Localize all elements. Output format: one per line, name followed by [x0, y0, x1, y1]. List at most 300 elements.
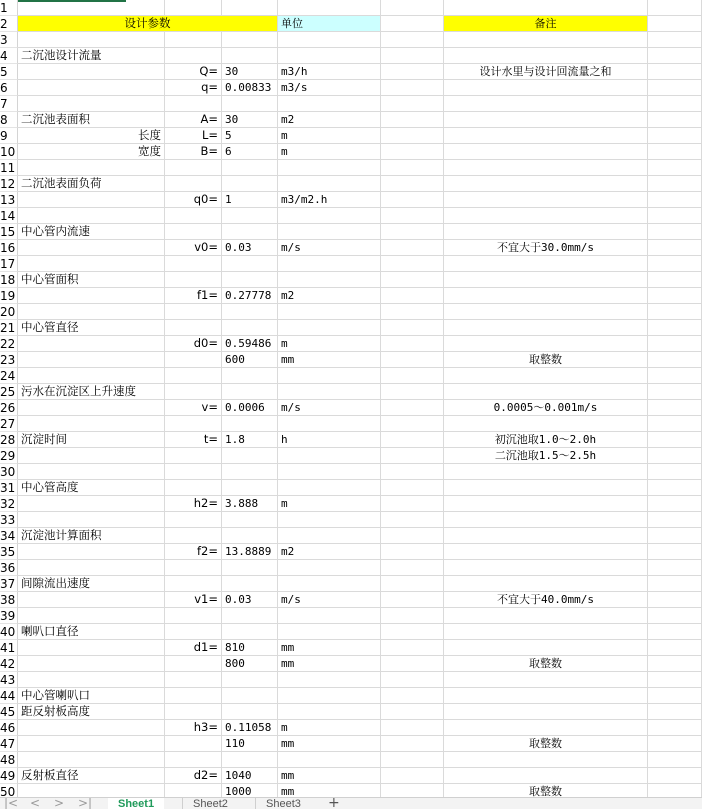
param-name-cell[interactable]: 中心管喇叭口 — [18, 688, 165, 704]
table-cell[interactable] — [648, 48, 702, 64]
table-cell[interactable] — [381, 192, 444, 208]
symbol-cell[interactable] — [165, 688, 222, 704]
remark-cell[interactable] — [444, 688, 648, 704]
table-cell[interactable] — [381, 208, 444, 224]
remark-cell[interactable] — [444, 704, 648, 720]
row-header[interactable]: 37 — [0, 576, 18, 592]
param-name-cell[interactable]: 反射板直径 — [18, 768, 165, 784]
table-cell[interactable] — [648, 496, 702, 512]
param-name-cell[interactable]: 二沉池设计流量 — [18, 48, 165, 64]
value-cell[interactable] — [222, 224, 278, 240]
table-cell[interactable] — [381, 240, 444, 256]
symbol-cell[interactable] — [165, 752, 222, 768]
param-name-cell[interactable] — [18, 672, 165, 688]
table-cell[interactable] — [381, 624, 444, 640]
symbol-cell[interactable] — [165, 304, 222, 320]
table-cell[interactable] — [648, 688, 702, 704]
remark-cell[interactable] — [444, 80, 648, 96]
table-cell[interactable] — [648, 288, 702, 304]
table-cell[interactable] — [648, 464, 702, 480]
unit-cell[interactable] — [278, 160, 381, 176]
table-cell[interactable] — [648, 0, 702, 16]
remark-cell[interactable]: 取整数 — [444, 784, 648, 797]
row-header[interactable]: 18 — [0, 272, 18, 288]
value-cell[interactable] — [222, 96, 278, 112]
remark-cell[interactable] — [444, 144, 648, 160]
table-cell[interactable] — [381, 272, 444, 288]
table-cell[interactable] — [648, 224, 702, 240]
row-header[interactable]: 33 — [0, 512, 18, 528]
row-header[interactable]: 7 — [0, 96, 18, 112]
value-cell[interactable]: 30 — [222, 112, 278, 128]
remark-cell[interactable] — [444, 224, 648, 240]
param-name-cell[interactable] — [18, 656, 165, 672]
table-cell[interactable] — [648, 544, 702, 560]
add-sheet-icon[interactable]: + — [328, 797, 340, 809]
param-name-cell[interactable] — [18, 400, 165, 416]
row-header[interactable]: 48 — [0, 752, 18, 768]
param-name-cell[interactable] — [18, 208, 165, 224]
remark-cell[interactable] — [444, 256, 648, 272]
unit-cell[interactable]: mm — [278, 768, 381, 784]
symbol-cell[interactable] — [165, 384, 222, 400]
param-name-cell[interactable] — [18, 720, 165, 736]
table-cell[interactable] — [648, 176, 702, 192]
table-cell[interactable] — [381, 464, 444, 480]
row-header[interactable]: 25 — [0, 384, 18, 400]
symbol-cell[interactable]: q0= — [165, 192, 222, 208]
table-cell[interactable] — [648, 32, 702, 48]
symbol-cell[interactable] — [165, 48, 222, 64]
table-cell[interactable] — [381, 704, 444, 720]
value-cell[interactable] — [222, 560, 278, 576]
unit-cell[interactable] — [278, 576, 381, 592]
table-cell[interactable] — [648, 720, 702, 736]
param-name-cell[interactable] — [18, 544, 165, 560]
unit-cell[interactable] — [278, 96, 381, 112]
header-cell-unit[interactable]: 单位 — [278, 16, 381, 32]
param-name-cell[interactable] — [18, 784, 165, 797]
symbol-cell[interactable]: v= — [165, 400, 222, 416]
remark-cell[interactable] — [444, 672, 648, 688]
table-cell[interactable] — [648, 640, 702, 656]
param-name-cell[interactable] — [18, 608, 165, 624]
symbol-cell[interactable] — [165, 480, 222, 496]
remark-cell[interactable] — [444, 608, 648, 624]
table-cell[interactable] — [648, 512, 702, 528]
value-cell[interactable] — [222, 672, 278, 688]
symbol-cell[interactable]: Q= — [165, 64, 222, 80]
table-cell[interactable] — [381, 304, 444, 320]
unit-cell[interactable]: m2 — [278, 544, 381, 560]
table-cell[interactable] — [648, 656, 702, 672]
unit-cell[interactable] — [278, 480, 381, 496]
unit-cell[interactable] — [278, 304, 381, 320]
value-cell[interactable] — [222, 304, 278, 320]
value-cell[interactable] — [222, 480, 278, 496]
row-header[interactable]: 13 — [0, 192, 18, 208]
table-cell[interactable] — [648, 336, 702, 352]
row-header[interactable]: 3 — [0, 32, 18, 48]
row-header[interactable]: 28 — [0, 432, 18, 448]
table-cell[interactable] — [381, 672, 444, 688]
value-cell[interactable]: 0.27778 — [222, 288, 278, 304]
table-cell[interactable] — [648, 528, 702, 544]
unit-cell[interactable] — [278, 208, 381, 224]
remark-cell[interactable] — [444, 768, 648, 784]
value-cell[interactable] — [222, 448, 278, 464]
symbol-cell[interactable] — [165, 96, 222, 112]
table-cell[interactable] — [648, 160, 702, 176]
unit-cell[interactable] — [278, 464, 381, 480]
remark-cell[interactable] — [444, 304, 648, 320]
table-cell[interactable] — [648, 64, 702, 80]
unit-cell[interactable] — [278, 608, 381, 624]
value-cell[interactable]: 6 — [222, 144, 278, 160]
remark-cell[interactable]: 设计水里与设计回流量之和 — [444, 64, 648, 80]
remark-cell[interactable]: 取整数 — [444, 736, 648, 752]
table-cell[interactable] — [648, 480, 702, 496]
tab-sheet3[interactable]: Sheet3 — [255, 798, 311, 809]
table-cell[interactable] — [381, 480, 444, 496]
param-name-cell[interactable] — [18, 368, 165, 384]
remark-cell[interactable] — [444, 416, 648, 432]
param-name-cell[interactable] — [18, 192, 165, 208]
value-cell[interactable]: 1000 — [222, 784, 278, 797]
symbol-cell[interactable]: A= — [165, 112, 222, 128]
value-cell[interactable] — [222, 416, 278, 432]
param-name-cell[interactable] — [18, 96, 165, 112]
symbol-cell[interactable] — [165, 224, 222, 240]
value-cell[interactable]: 30 — [222, 64, 278, 80]
param-name-cell[interactable] — [18, 592, 165, 608]
table-cell[interactable] — [381, 320, 444, 336]
remark-cell[interactable]: 不宜大于30.0mm/s — [444, 240, 648, 256]
param-name-cell[interactable] — [18, 416, 165, 432]
symbol-cell[interactable] — [165, 32, 222, 48]
table-cell[interactable] — [381, 96, 444, 112]
remark-cell[interactable] — [444, 32, 648, 48]
table-cell[interactable] — [381, 288, 444, 304]
remark-cell[interactable] — [444, 560, 648, 576]
remark-cell[interactable] — [444, 512, 648, 528]
row-header[interactable]: 20 — [0, 304, 18, 320]
remark-cell[interactable]: 初沉池取1.0～2.0h — [444, 432, 648, 448]
remark-cell[interactable] — [444, 272, 648, 288]
symbol-cell[interactable]: d2= — [165, 768, 222, 784]
remark-cell[interactable] — [444, 576, 648, 592]
table-cell[interactable] — [648, 208, 702, 224]
symbol-cell[interactable] — [165, 0, 222, 16]
header-cell-remarks[interactable]: 备注 — [444, 16, 648, 32]
table-cell[interactable] — [381, 384, 444, 400]
table-cell[interactable] — [648, 144, 702, 160]
unit-cell[interactable]: m — [278, 720, 381, 736]
param-name-cell[interactable] — [18, 736, 165, 752]
param-name-cell[interactable] — [18, 64, 165, 80]
symbol-cell[interactable]: v1= — [165, 592, 222, 608]
unit-cell[interactable]: m/s — [278, 240, 381, 256]
symbol-cell[interactable]: q= — [165, 80, 222, 96]
table-cell[interactable] — [381, 32, 444, 48]
value-cell[interactable]: 810 — [222, 640, 278, 656]
row-header[interactable]: 6 — [0, 80, 18, 96]
table-cell[interactable] — [381, 224, 444, 240]
prev-sheet-nav-icon[interactable]: < — [30, 797, 41, 809]
remark-cell[interactable]: 不宜大于40.0mm/s — [444, 592, 648, 608]
next-sheet-nav-icon[interactable]: > — [54, 797, 65, 809]
symbol-cell[interactable] — [165, 160, 222, 176]
remark-cell[interactable] — [444, 320, 648, 336]
symbol-cell[interactable] — [165, 560, 222, 576]
symbol-cell[interactable]: d1= — [165, 640, 222, 656]
table-cell[interactable] — [648, 128, 702, 144]
param-name-cell[interactable]: 喇叭口直径 — [18, 624, 165, 640]
param-name-cell[interactable] — [18, 336, 165, 352]
unit-cell[interactable] — [278, 688, 381, 704]
row-header[interactable]: 27 — [0, 416, 18, 432]
unit-cell[interactable]: m/s — [278, 400, 381, 416]
table-cell[interactable] — [381, 160, 444, 176]
param-name-cell[interactable]: 二沉池表面负荷 — [18, 176, 165, 192]
remark-cell[interactable] — [444, 640, 648, 656]
row-header[interactable]: 14 — [0, 208, 18, 224]
table-cell[interactable] — [381, 128, 444, 144]
table-cell[interactable] — [648, 304, 702, 320]
remark-cell[interactable] — [444, 128, 648, 144]
table-cell[interactable] — [648, 432, 702, 448]
value-cell[interactable]: 110 — [222, 736, 278, 752]
table-cell[interactable] — [648, 112, 702, 128]
table-cell[interactable] — [381, 48, 444, 64]
unit-cell[interactable] — [278, 624, 381, 640]
symbol-cell[interactable] — [165, 416, 222, 432]
row-header[interactable]: 16 — [0, 240, 18, 256]
symbol-cell[interactable] — [165, 576, 222, 592]
table-cell[interactable] — [381, 336, 444, 352]
unit-cell[interactable] — [278, 224, 381, 240]
symbol-cell[interactable] — [165, 448, 222, 464]
table-cell[interactable] — [648, 192, 702, 208]
symbol-cell[interactable] — [165, 656, 222, 672]
row-header[interactable]: 38 — [0, 592, 18, 608]
table-cell[interactable] — [648, 256, 702, 272]
unit-cell[interactable]: m — [278, 496, 381, 512]
remark-cell[interactable] — [444, 0, 648, 16]
symbol-cell[interactable]: h3= — [165, 720, 222, 736]
symbol-cell[interactable] — [165, 368, 222, 384]
symbol-cell[interactable] — [165, 512, 222, 528]
table-cell[interactable] — [648, 752, 702, 768]
param-name-cell[interactable] — [18, 240, 165, 256]
table-cell[interactable] — [381, 416, 444, 432]
value-cell[interactable]: 0.00833 — [222, 80, 278, 96]
param-name-cell[interactable] — [18, 496, 165, 512]
symbol-cell[interactable]: B= — [165, 144, 222, 160]
row-header[interactable]: 29 — [0, 448, 18, 464]
param-name-cell[interactable]: 宽度 — [18, 144, 165, 160]
value-cell[interactable] — [222, 48, 278, 64]
remark-cell[interactable] — [444, 752, 648, 768]
param-name-cell[interactable]: 沉淀时间 — [18, 432, 165, 448]
table-cell[interactable] — [648, 576, 702, 592]
table-cell[interactable] — [381, 656, 444, 672]
remark-cell[interactable] — [444, 288, 648, 304]
table-cell[interactable] — [381, 0, 444, 16]
symbol-cell[interactable] — [165, 608, 222, 624]
table-cell[interactable] — [381, 448, 444, 464]
symbol-cell[interactable] — [165, 528, 222, 544]
table-cell[interactable] — [648, 240, 702, 256]
symbol-cell[interactable] — [165, 736, 222, 752]
unit-cell[interactable]: m — [278, 336, 381, 352]
table-cell[interactable] — [648, 16, 702, 32]
param-name-cell[interactable] — [18, 80, 165, 96]
row-header[interactable]: 15 — [0, 224, 18, 240]
table-cell[interactable] — [381, 432, 444, 448]
value-cell[interactable] — [222, 624, 278, 640]
value-cell[interactable] — [222, 464, 278, 480]
value-cell[interactable]: 800 — [222, 656, 278, 672]
symbol-cell[interactable]: v0= — [165, 240, 222, 256]
symbol-cell[interactable] — [165, 176, 222, 192]
row-header[interactable]: 1 — [0, 0, 18, 16]
symbol-cell[interactable]: f2= — [165, 544, 222, 560]
table-cell[interactable] — [381, 368, 444, 384]
param-name-cell[interactable]: 中心管面积 — [18, 272, 165, 288]
value-cell[interactable] — [222, 528, 278, 544]
param-name-cell[interactable]: 二沉池表面积 — [18, 112, 165, 128]
header-cell-design-params[interactable]: 设计参数 — [18, 16, 278, 32]
unit-cell[interactable]: m3/m2.h — [278, 192, 381, 208]
param-name-cell[interactable]: 距反射板高度 — [18, 704, 165, 720]
symbol-cell[interactable]: t= — [165, 432, 222, 448]
table-cell[interactable] — [648, 96, 702, 112]
table-cell[interactable] — [381, 560, 444, 576]
unit-cell[interactable] — [278, 560, 381, 576]
table-cell[interactable] — [381, 496, 444, 512]
unit-cell[interactable] — [278, 416, 381, 432]
value-cell[interactable] — [222, 368, 278, 384]
remark-cell[interactable] — [444, 368, 648, 384]
symbol-cell[interactable] — [165, 256, 222, 272]
param-name-cell[interactable] — [18, 560, 165, 576]
row-header[interactable]: 35 — [0, 544, 18, 560]
table-cell[interactable] — [381, 144, 444, 160]
remark-cell[interactable] — [444, 384, 648, 400]
symbol-cell[interactable]: h2= — [165, 496, 222, 512]
table-cell[interactable] — [381, 176, 444, 192]
row-header[interactable]: 31 — [0, 480, 18, 496]
param-name-cell[interactable] — [18, 464, 165, 480]
unit-cell[interactable]: mm — [278, 640, 381, 656]
row-header[interactable]: 4 — [0, 48, 18, 64]
value-cell[interactable] — [222, 32, 278, 48]
value-cell[interactable]: 5 — [222, 128, 278, 144]
value-cell[interactable]: 0.03 — [222, 592, 278, 608]
param-name-cell[interactable]: 长度 — [18, 128, 165, 144]
unit-cell[interactable]: h — [278, 432, 381, 448]
row-header[interactable]: 2 — [0, 16, 18, 32]
remark-cell[interactable] — [444, 48, 648, 64]
row-header[interactable]: 49 — [0, 768, 18, 784]
unit-cell[interactable]: mm — [278, 736, 381, 752]
param-name-cell[interactable] — [18, 640, 165, 656]
row-header[interactable]: 24 — [0, 368, 18, 384]
unit-cell[interactable] — [278, 752, 381, 768]
value-cell[interactable]: 0.03 — [222, 240, 278, 256]
value-cell[interactable] — [222, 208, 278, 224]
unit-cell[interactable]: mm — [278, 656, 381, 672]
table-cell[interactable] — [381, 752, 444, 768]
value-cell[interactable] — [222, 256, 278, 272]
param-name-cell[interactable] — [18, 32, 165, 48]
unit-cell[interactable]: m — [278, 144, 381, 160]
table-cell[interactable] — [648, 368, 702, 384]
value-cell[interactable]: 1040 — [222, 768, 278, 784]
unit-cell[interactable] — [278, 672, 381, 688]
table-cell[interactable] — [381, 640, 444, 656]
first-sheet-nav-icon[interactable]: |< — [4, 797, 19, 809]
value-cell[interactable] — [222, 160, 278, 176]
unit-cell[interactable]: m — [278, 128, 381, 144]
row-header[interactable]: 34 — [0, 528, 18, 544]
row-header[interactable]: 50 — [0, 784, 18, 797]
remark-cell[interactable] — [444, 624, 648, 640]
value-cell[interactable] — [222, 320, 278, 336]
table-cell[interactable] — [648, 624, 702, 640]
value-cell[interactable]: 1 — [222, 192, 278, 208]
value-cell[interactable] — [222, 608, 278, 624]
unit-cell[interactable]: m2 — [278, 112, 381, 128]
row-header[interactable]: 47 — [0, 736, 18, 752]
table-cell[interactable] — [381, 64, 444, 80]
remark-cell[interactable] — [444, 464, 648, 480]
table-cell[interactable] — [381, 400, 444, 416]
unit-cell[interactable] — [278, 176, 381, 192]
param-name-cell[interactable]: 污水在沉淀区上升速度 — [18, 384, 165, 400]
unit-cell[interactable] — [278, 256, 381, 272]
table-cell[interactable] — [381, 576, 444, 592]
symbol-cell[interactable] — [165, 784, 222, 797]
row-header[interactable]: 9 — [0, 128, 18, 144]
table-cell[interactable] — [648, 352, 702, 368]
table-cell[interactable] — [648, 448, 702, 464]
unit-cell[interactable] — [278, 320, 381, 336]
table-cell[interactable] — [381, 784, 444, 797]
table-cell[interactable] — [648, 320, 702, 336]
param-name-cell[interactable]: 中心管直径 — [18, 320, 165, 336]
param-name-cell[interactable] — [18, 752, 165, 768]
row-header[interactable]: 36 — [0, 560, 18, 576]
remark-cell[interactable] — [444, 192, 648, 208]
table-cell[interactable] — [381, 16, 444, 32]
symbol-cell[interactable]: f1= — [165, 288, 222, 304]
row-header[interactable]: 45 — [0, 704, 18, 720]
row-header[interactable]: 22 — [0, 336, 18, 352]
symbol-cell[interactable] — [165, 320, 222, 336]
row-header[interactable]: 30 — [0, 464, 18, 480]
unit-cell[interactable]: m2 — [278, 288, 381, 304]
row-header[interactable]: 44 — [0, 688, 18, 704]
param-name-cell[interactable]: 间隙流出速度 — [18, 576, 165, 592]
row-header[interactable]: 26 — [0, 400, 18, 416]
table-cell[interactable] — [648, 416, 702, 432]
value-cell[interactable]: 0.59486 — [222, 336, 278, 352]
param-name-cell[interactable] — [18, 160, 165, 176]
unit-cell[interactable]: m3/s — [278, 80, 381, 96]
table-cell[interactable] — [648, 400, 702, 416]
